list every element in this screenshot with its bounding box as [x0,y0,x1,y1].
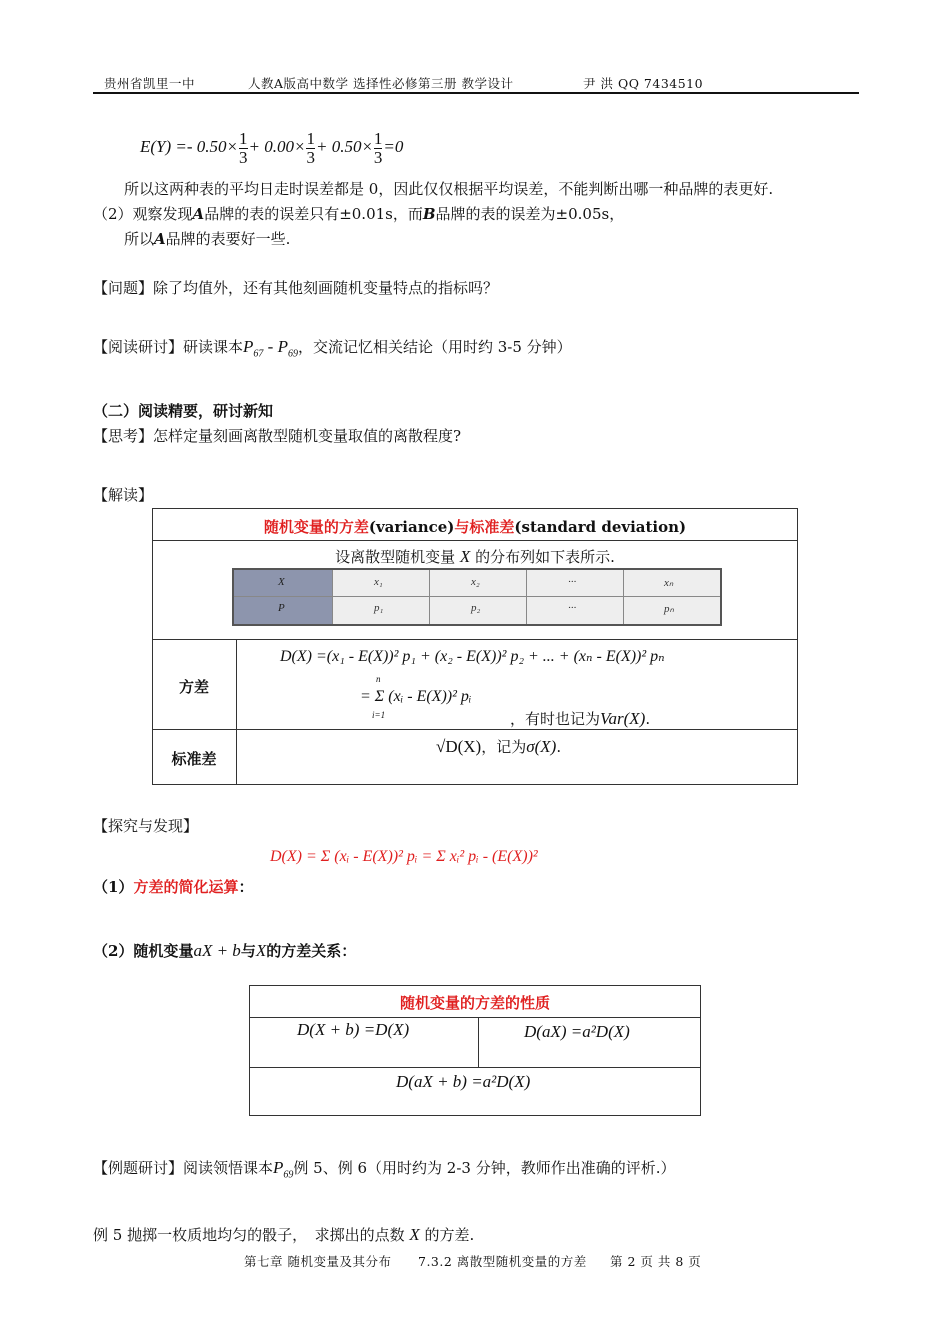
property-title: 随机变量的方差的性质 [399,994,550,1012]
dist-prob-3: ··· [568,602,577,614]
dist-header-2: x₂ [471,576,480,588]
dist-header-3: ··· [568,576,577,588]
section2-title: （二）阅读精要，研讨新知 [93,402,274,420]
dist-prob-0: P [278,602,285,614]
definition-title: 随机变量的方差(variance)与标准差(standard deviation) [263,518,687,536]
sum-upper: n [376,674,381,684]
header-course: 人教A版高中数学 选择性必修第三册 教学设计 [248,76,514,91]
simplified-formula: D(X) = Σ (xᵢ - E(X))² pᵢ = Σ xᵢ² pᵢ - (E(X))² [270,848,538,865]
std-row: √D(X)，记为σ(X). [436,737,562,756]
ey-rhs: =0 [383,137,404,156]
variance-formula-2: = Σ (xᵢ - E(X))² pᵢ [360,688,472,705]
distribution-table [232,568,722,626]
explore-item1: （1）方差的简化运算： [93,878,254,896]
header-rule [93,92,859,94]
explore-title: 【探究与发现】 [93,817,199,835]
footer-section: 7.3.2 离散型随机变量的方差 [418,1254,587,1269]
footer-chapter: 第七章 随机变量及其分布 [244,1254,392,1269]
dist-header-1: x₁ [374,576,383,588]
intro-line3: 所以A品牌的表要好一些. [124,230,291,248]
question-text: 【问题】除了均值外，还有其他刻画随机变量特点的指标吗？ [93,279,499,297]
dist-header-0: X [278,576,285,588]
ey-lhs: E(Y) =- 0.50× [140,137,239,156]
property-cell-2: D(aX) =a²D(X) [524,1022,630,1041]
ey-mid2: + 0.50× [315,137,373,156]
distribution-caption: 设离散型随机变量 X 的分布列如下表所示. [335,547,615,566]
std-label: 标准差 [171,750,217,768]
fraction-2: $\frac{1}{3}$ [306,128,315,167]
header-school: 贵州省凯里一中 [104,76,196,91]
property-cell-1: D(X + b) =D(X) [297,1020,410,1039]
example5-line: 例 5 抛掷一枚质地均匀的骰子， 求掷出的点数 X 的方差. [93,1225,475,1244]
interpret-label: 【解读】 [93,486,154,504]
fraction-1: $\frac{1}{3}$ [239,128,248,167]
variance-label: 方差 [178,678,209,696]
reading-line: 【阅读研讨】研读课本$P_{67} - P_{69}$，交流记忆相关结论（用时约 3-5 分钟） [93,337,572,360]
ey-mid1: + 0.00× [248,137,306,156]
intro-line1: 所以这两种表的平均日走时误差都是 0，因此仅仅根据平均误差，不能判断出哪一种品牌的表更好. [124,180,774,198]
dist-prob-2: p₂ [471,602,481,614]
dist-prob-4: pₙ [664,603,674,615]
explore-item2: （2）随机变量aX + b与X的方差关系： [93,941,357,960]
variance-note: ，有时也记为Var(X). [510,709,651,728]
example-study-line: 【例题研讨】阅读领悟课本$P_{69}$例 5、例 6（用时约为 2-3 分钟，教师作出准确的评析.） [93,1158,676,1181]
header-author: 尹 洪 QQ 7434510 [583,76,704,91]
variance-formula-1: D(X) =(x₁ - E(X))² p₁ + (x₂ - E(X))² p₂ + ... + (xₙ - E(X))² pₙ [280,648,665,665]
dist-header-4: xₙ [664,577,674,589]
think-line: 【思考】怎样定量刻画离散型随机变量取值的离散程度? [93,427,462,445]
dist-prob-1: p₁ [374,602,384,614]
fraction-3: $\frac{1}{3}$ [373,128,383,167]
sum-lower: i=1 [372,710,386,720]
intro-line2: （2）观察发现A品牌的表的误差只有±0.01s，而B品牌的表的误差为±0.05s， [93,205,625,223]
ey-formula [140,128,403,167]
property-cell-3: D(aX + b) =a²D(X) [396,1072,531,1091]
footer-page: 第 2 页 共 8 页 [610,1254,702,1269]
